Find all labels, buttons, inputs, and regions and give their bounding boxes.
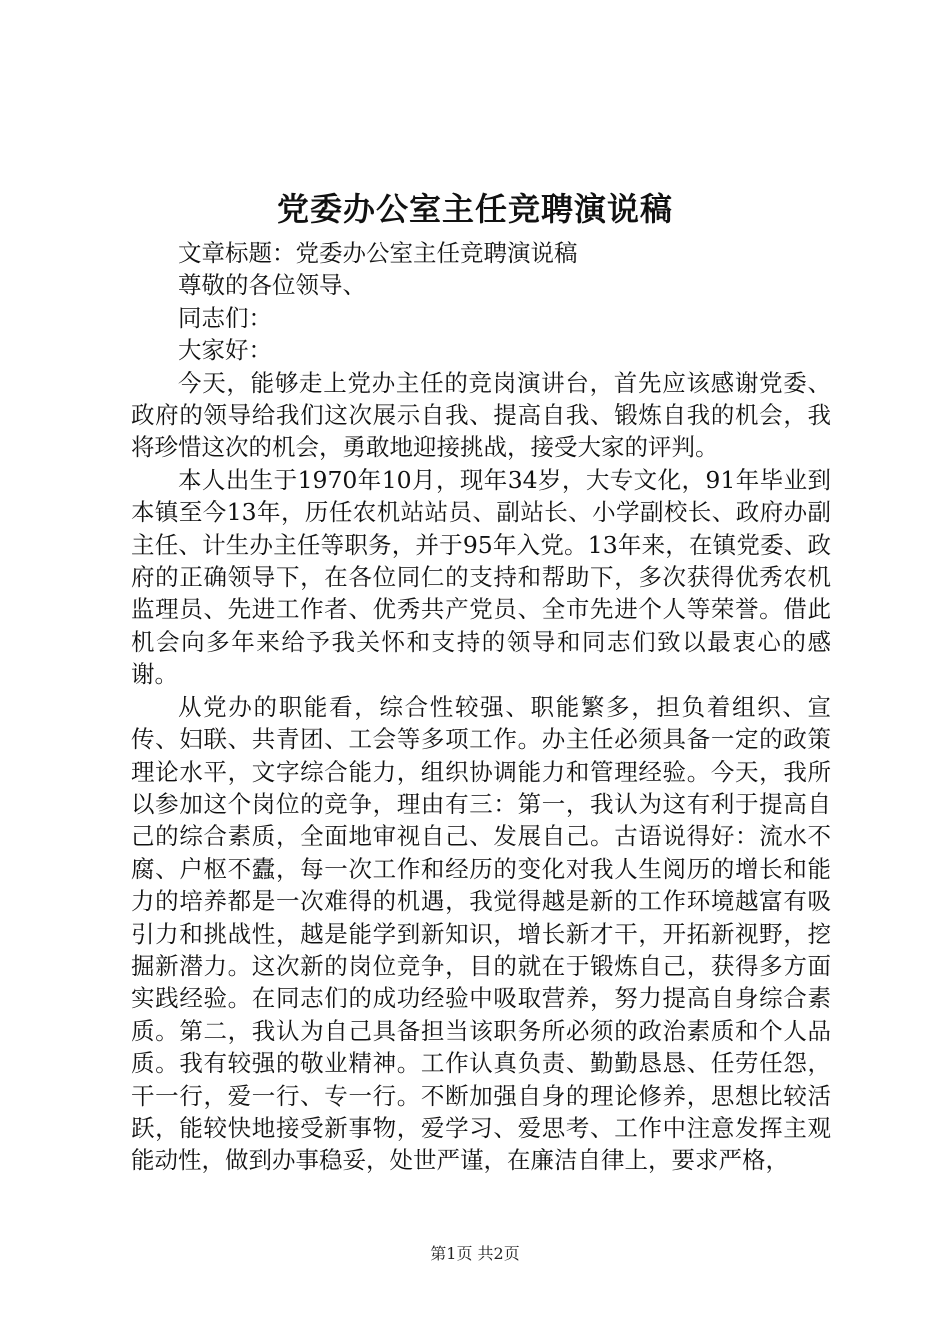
paragraph-reasons: 从党办的职能看，综合性较强、职能繁多，担负着组织、宣传、妇联、共青团、工会等多项工作。办主任必须具备一定的政策理论水平，文字综合能力，组织协调能力和管理经验。今天，我所以参加这个岗位的竞争，理由有三：第一，我认为这有利于提高自己的综合素质，全面地审视自己、发展自己。古语说得好：流水不腐、户枢不蠹，每一次工作和经历的变化对我人生阅历的增长和能力的培养都是一次难得的机遇，我觉得越是新的工作环境越富有吸引力和挑战性，越是能学到新知识，增长新才干，开拓新视野，挖掘新潜力。这次新的岗位竞争，目的就在于锻炼自己，获得多方面实践经验。在同志们的成功经验中吸取营养，努力提高自身综合素质。第二，我认为自己具备担当该职务所必须的政治素质和个人品质。我有较强的敬业精神。工作认真负责、勤勤恳恳、任劳任怨，干一行，爱一行、专一行。不断加强自身的理论修养，思想比较活跃，能较快地接受新事物，爱学习、爱思考、工作中注意发挥主观能动性，做到办事稳妥，处世严谨，在廉洁自律上，要求严格，: [131, 692, 831, 1175]
paragraph-greeting: 大家好：: [178, 336, 272, 365]
document-title: 党委办公室主任竞聘演说稿: [276, 190, 673, 228]
paragraph-article-title: 文章标题：党委办公室主任竞聘演说稿: [178, 239, 578, 267]
paragraph-opening: 今天，能够走上党办主任的竞岗演讲台，首先应该感谢党委、政府的领导给我们这次展示自我、提高自我、锻炼自我的机会，我将珍惜这次的机会，勇敢地迎接挑战，接受大家的评判。: [131, 368, 831, 462]
paragraph-self-introduction: 本人出生于1970年10月，现年34岁，大专文化，91年毕业到本镇至今13年，历任农机站站员、副站长、小学副校长、政府办副主任、计生办主任等职务，并于95年入党。13年来，在镇党委、政府的正确领导下，在各位同仁的支持和帮助下，多次获得优秀农机监理员、先进工作者、优秀共产党员、全市先进个人等荣誉。借此机会向多年来给予我关怀和支持的领导和同志们致以最衷心的感谢。: [131, 465, 831, 689]
document-body: [131, 237, 831, 1177]
paragraph-salutation-leaders: 尊敬的各位领导、: [178, 271, 366, 300]
page-number-footer: 第1页 共2页: [430, 1244, 520, 1263]
paragraph-salutation-comrades: 同志们：: [178, 303, 272, 332]
